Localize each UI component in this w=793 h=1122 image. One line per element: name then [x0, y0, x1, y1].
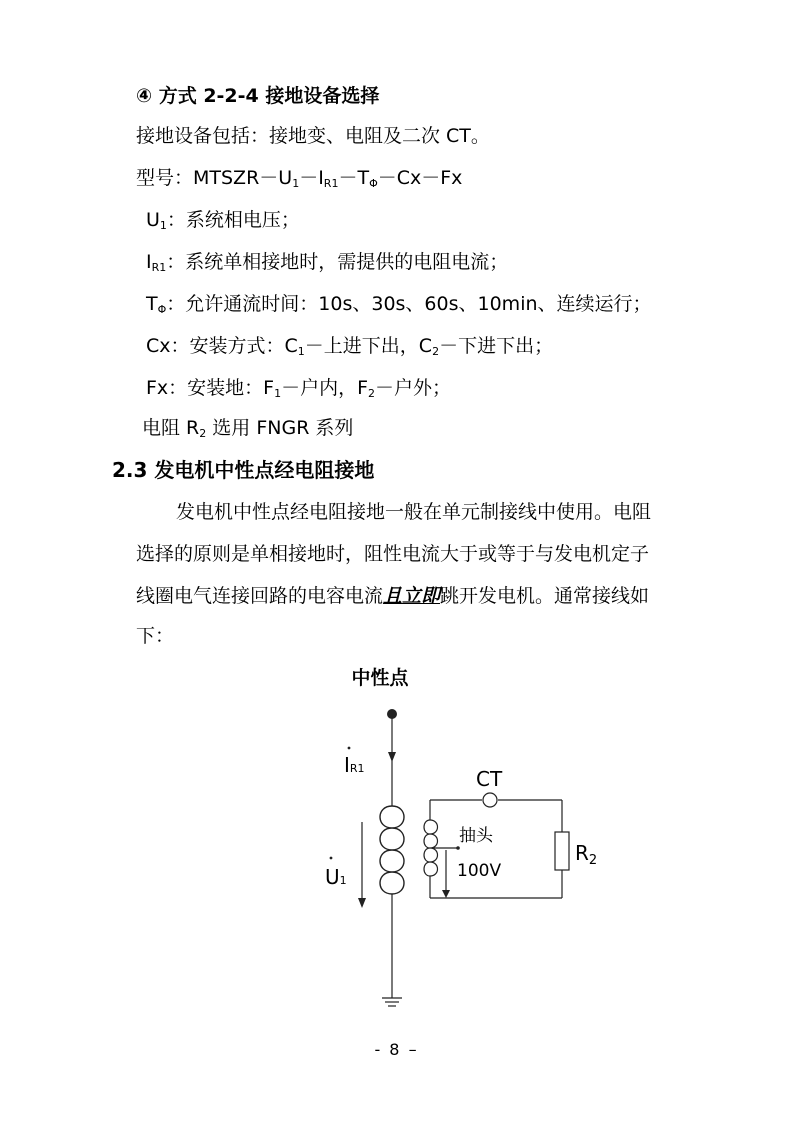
- emphasis-text: 且立即: [383, 585, 441, 607]
- current-dot-mark: [348, 747, 351, 750]
- paragraph-line-2: 选择的原则是单相接地时，阻性电流大于或等于与发电机定子: [136, 543, 650, 565]
- paragraph-line-3: 线圈电气连接回路的电容电流且立即跳开发电机。通常接线如: [136, 585, 650, 607]
- ct-label: CT: [476, 767, 503, 791]
- resistor-series-line: 电阻 $R_2$ 选用 FNGR 系列: [142, 417, 354, 440]
- page-number: - 8 –: [374, 1040, 419, 1059]
- voltage-arrow-head: [358, 898, 366, 908]
- paragraph-line-1: 发电机中性点经电阻接地一般在单元制接线中使用。电阻: [176, 501, 652, 523]
- model-line: 型号：$MTSZR-U_1-I_{R1}-T_\Phi-Cx-Fx$: [136, 167, 463, 190]
- current-label: IR1: [344, 753, 365, 777]
- param-ir1: $I_{R1}$：系统单相接地时，需提供的电阻电流；: [146, 251, 509, 274]
- tap-point: [456, 846, 460, 850]
- tap-label: 抽头: [459, 826, 493, 846]
- voltage-label: U1: [325, 865, 347, 889]
- section-224-heading: ④ 方式 2-2-4 接地设备选择: [136, 85, 380, 107]
- resistor-icon: [555, 832, 569, 870]
- param-tphi: $T_\Phi$：允许通流时间：10s、30s、60s、10min、连续运行；: [146, 293, 652, 316]
- param-cx: Cx：安装方式：$C_1-$上进下出，$C_2-$下进下出；: [146, 335, 554, 358]
- main-winding-coil: [380, 806, 404, 894]
- section-224-intro: 接地设备包括：接地变、电阻及二次 CT。: [136, 125, 490, 147]
- current-arrow: [388, 752, 396, 762]
- section-23-heading: 2.3 发电机中性点经电阻接地: [112, 458, 375, 482]
- param-u1: $U_1$：系统相电压；: [146, 209, 300, 232]
- tap-voltage-arrow-head: [442, 890, 450, 898]
- ct-icon: [483, 793, 497, 807]
- diagram-title: 中性点: [351, 667, 409, 689]
- tap-voltage-label: 100V: [457, 861, 502, 881]
- resistor-label: $R_2$: [575, 841, 598, 868]
- param-fx: Fx：安装地：$F_1-$户内，$F_2-$户外；: [146, 377, 452, 400]
- paragraph-line-4: 下：: [136, 625, 175, 647]
- voltage-dot-mark: [330, 857, 333, 860]
